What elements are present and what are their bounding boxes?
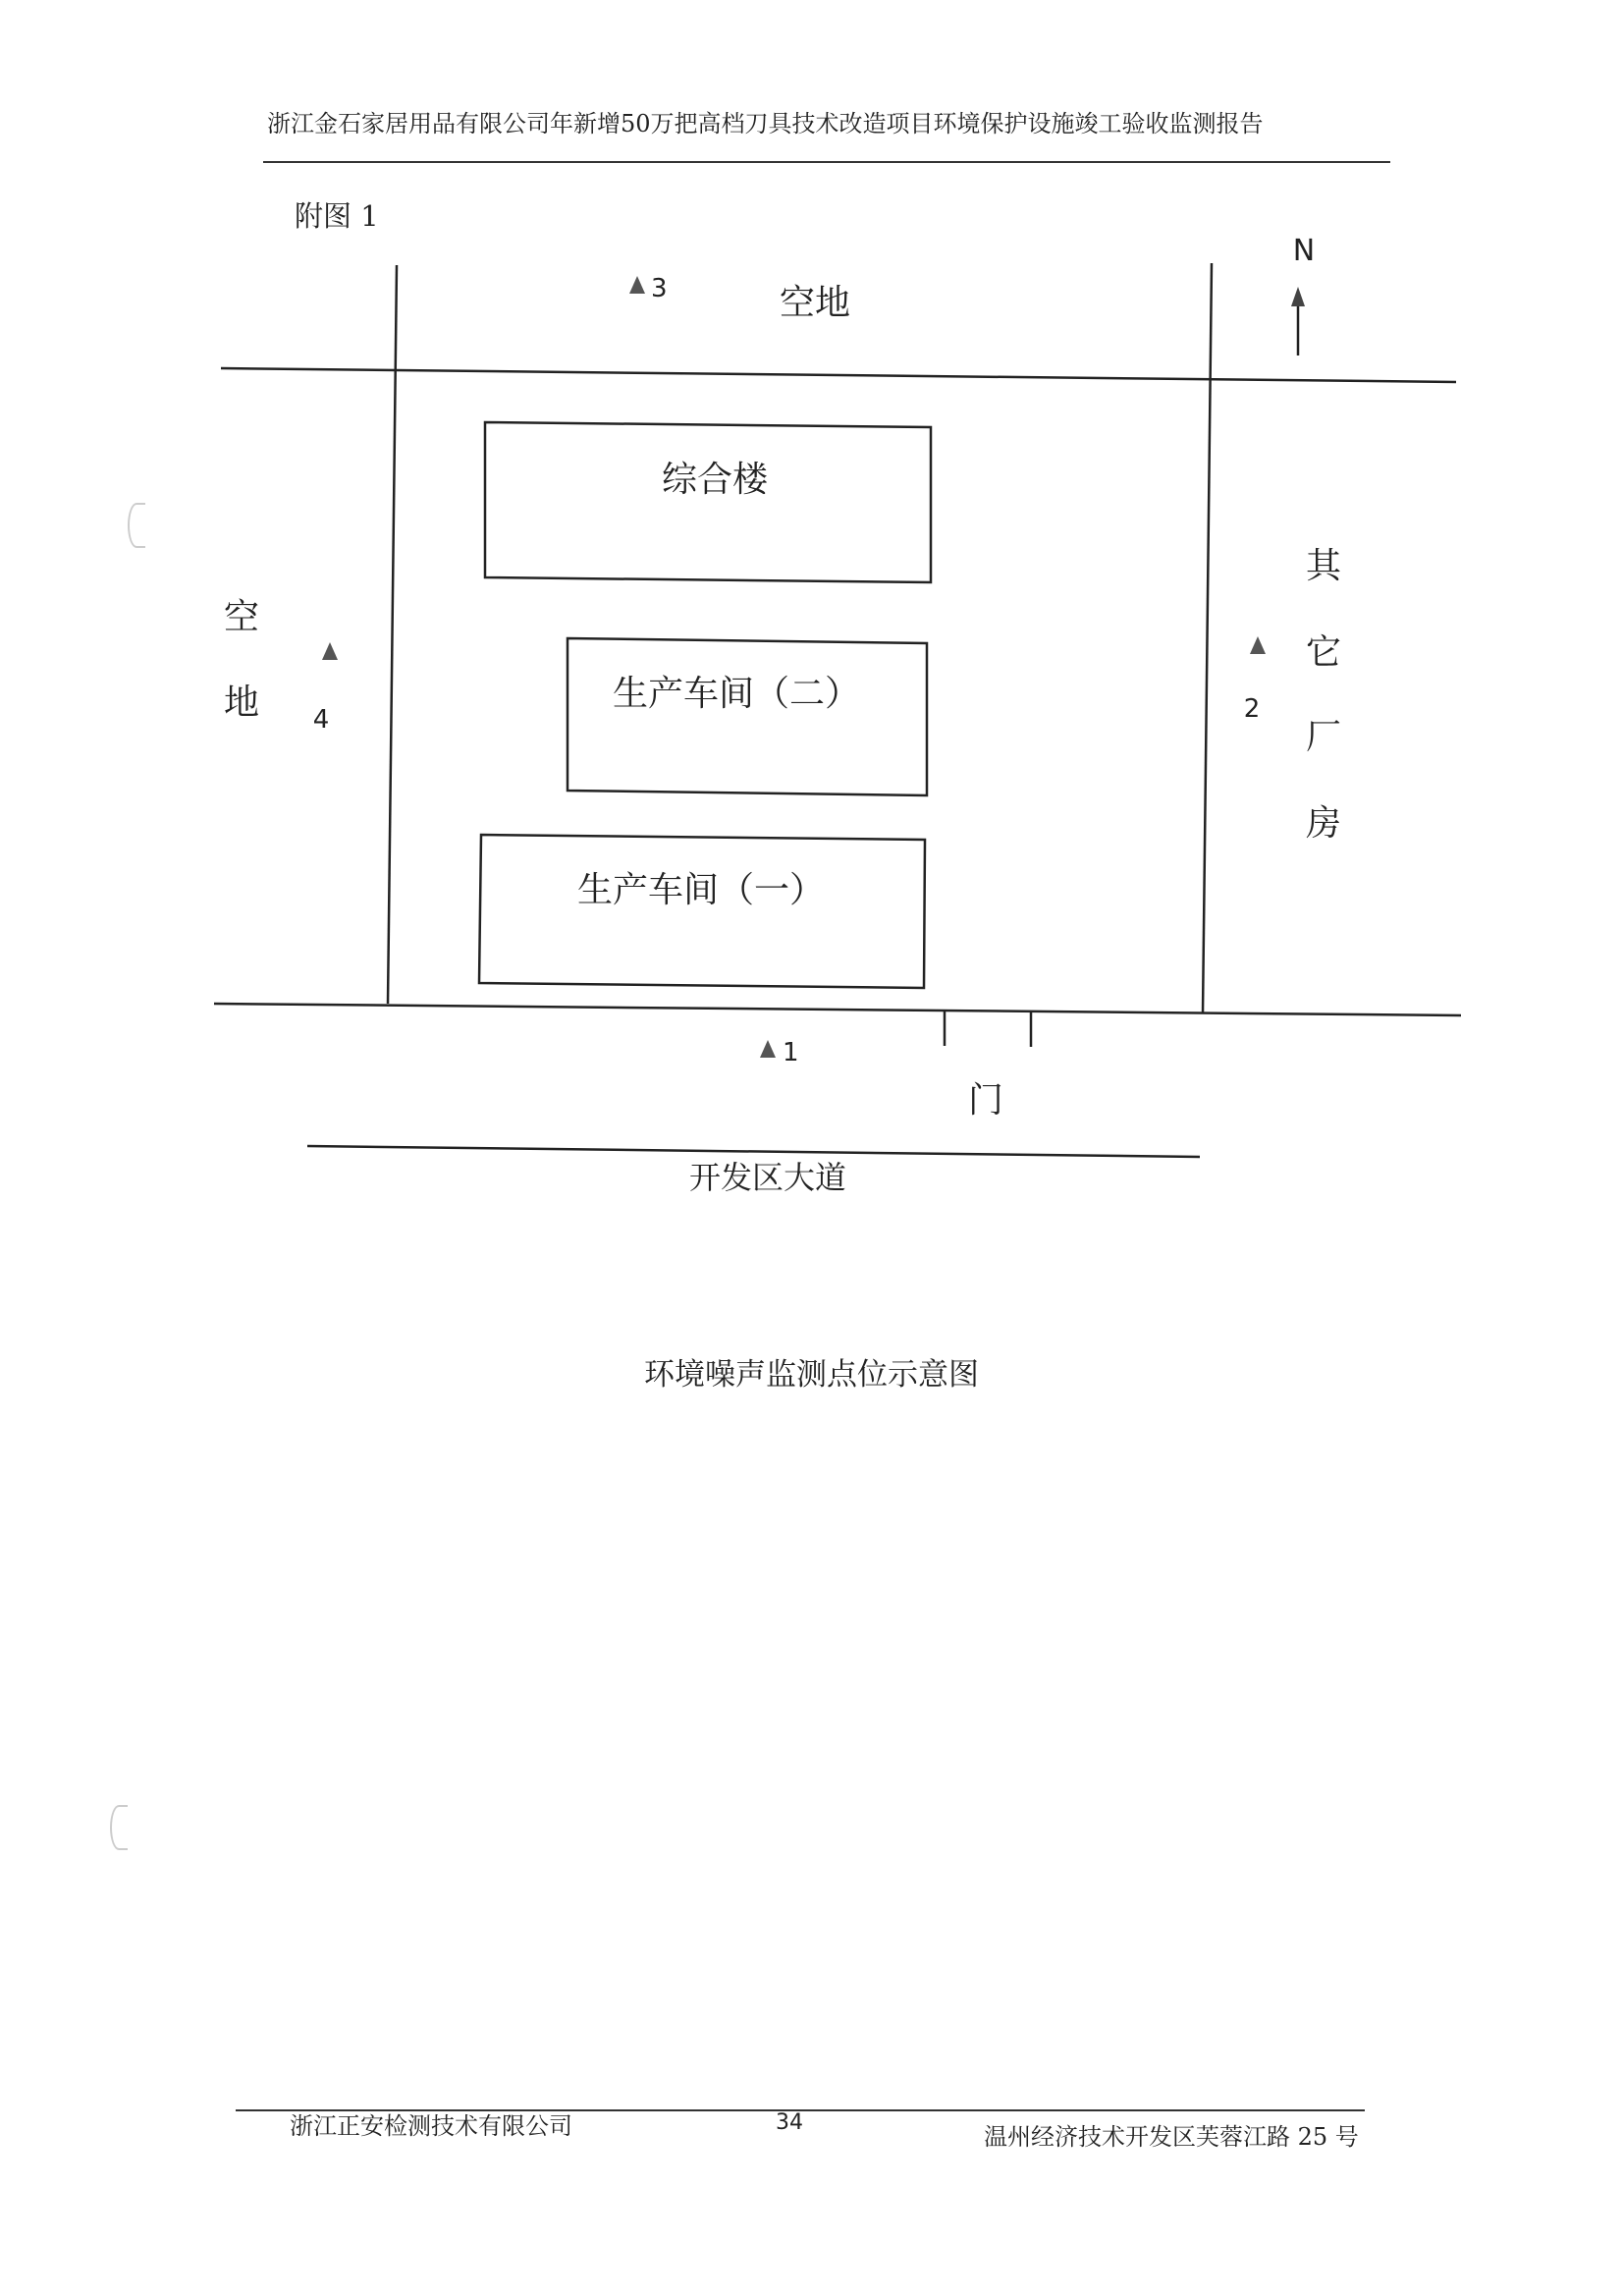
monitoring-point-3-icon <box>629 276 645 294</box>
north-area-label: 空地 <box>779 283 851 323</box>
road-line <box>307 1146 1200 1157</box>
road-label: 开发区大道 <box>688 1159 847 1196</box>
monitoring-point-3-label: 3 <box>651 274 668 303</box>
footer-company: 浙江正安检测技术有限公司 <box>290 2112 572 2140</box>
monitoring-point-2-icon <box>1250 636 1266 654</box>
footer-page-number: 34 <box>776 2110 803 2135</box>
figure-caption: 环境噪声监测点位示意图 <box>644 1357 979 1393</box>
gate-label: 门 <box>967 1080 1004 1121</box>
west-area-label-1: 空 <box>223 597 260 637</box>
office-building-label: 综合楼 <box>661 460 769 500</box>
monitoring-point-1-icon <box>760 1040 776 1058</box>
punch-hole-mark <box>128 503 145 548</box>
north-arrow-icon <box>1291 287 1305 306</box>
footer-address: 温州经济技术开发区芙蓉江路 25 号 <box>984 2123 1359 2151</box>
workshop-1-outline <box>479 835 925 988</box>
monitoring-point-4-label: 4 <box>312 705 330 735</box>
south-boundary-line <box>214 1004 1461 1015</box>
east-area-label-1: 其 <box>1305 546 1342 586</box>
monitoring-point-2-label: 2 <box>1243 694 1261 724</box>
east-area-label-4: 房 <box>1305 803 1342 844</box>
report-header-title: 浙江金石家居用品有限公司年新增50万把高档刀具技术改造项目环境保护设施竣工验收监测报告 <box>267 110 1264 137</box>
north-boundary-line <box>221 368 1456 382</box>
west-area-label-2: 地 <box>223 683 260 723</box>
office-building-outline <box>485 422 931 582</box>
workshop-1-label: 生产车间（一） <box>576 870 826 910</box>
monitoring-point-4-icon <box>322 642 338 660</box>
figure-label: 附图 1 <box>295 199 379 233</box>
workshop-2-outline <box>568 638 927 795</box>
east-area-label-3: 厂 <box>1305 717 1342 757</box>
east-boundary-line <box>1203 263 1212 1013</box>
punch-hole-mark <box>110 1805 128 1850</box>
east-area-label-2: 它 <box>1305 632 1342 673</box>
monitoring-point-1-label: 1 <box>783 1038 799 1067</box>
west-boundary-line <box>388 265 397 1004</box>
workshop-2-label: 生产车间（二） <box>612 674 861 714</box>
north-label: N <box>1292 234 1316 268</box>
